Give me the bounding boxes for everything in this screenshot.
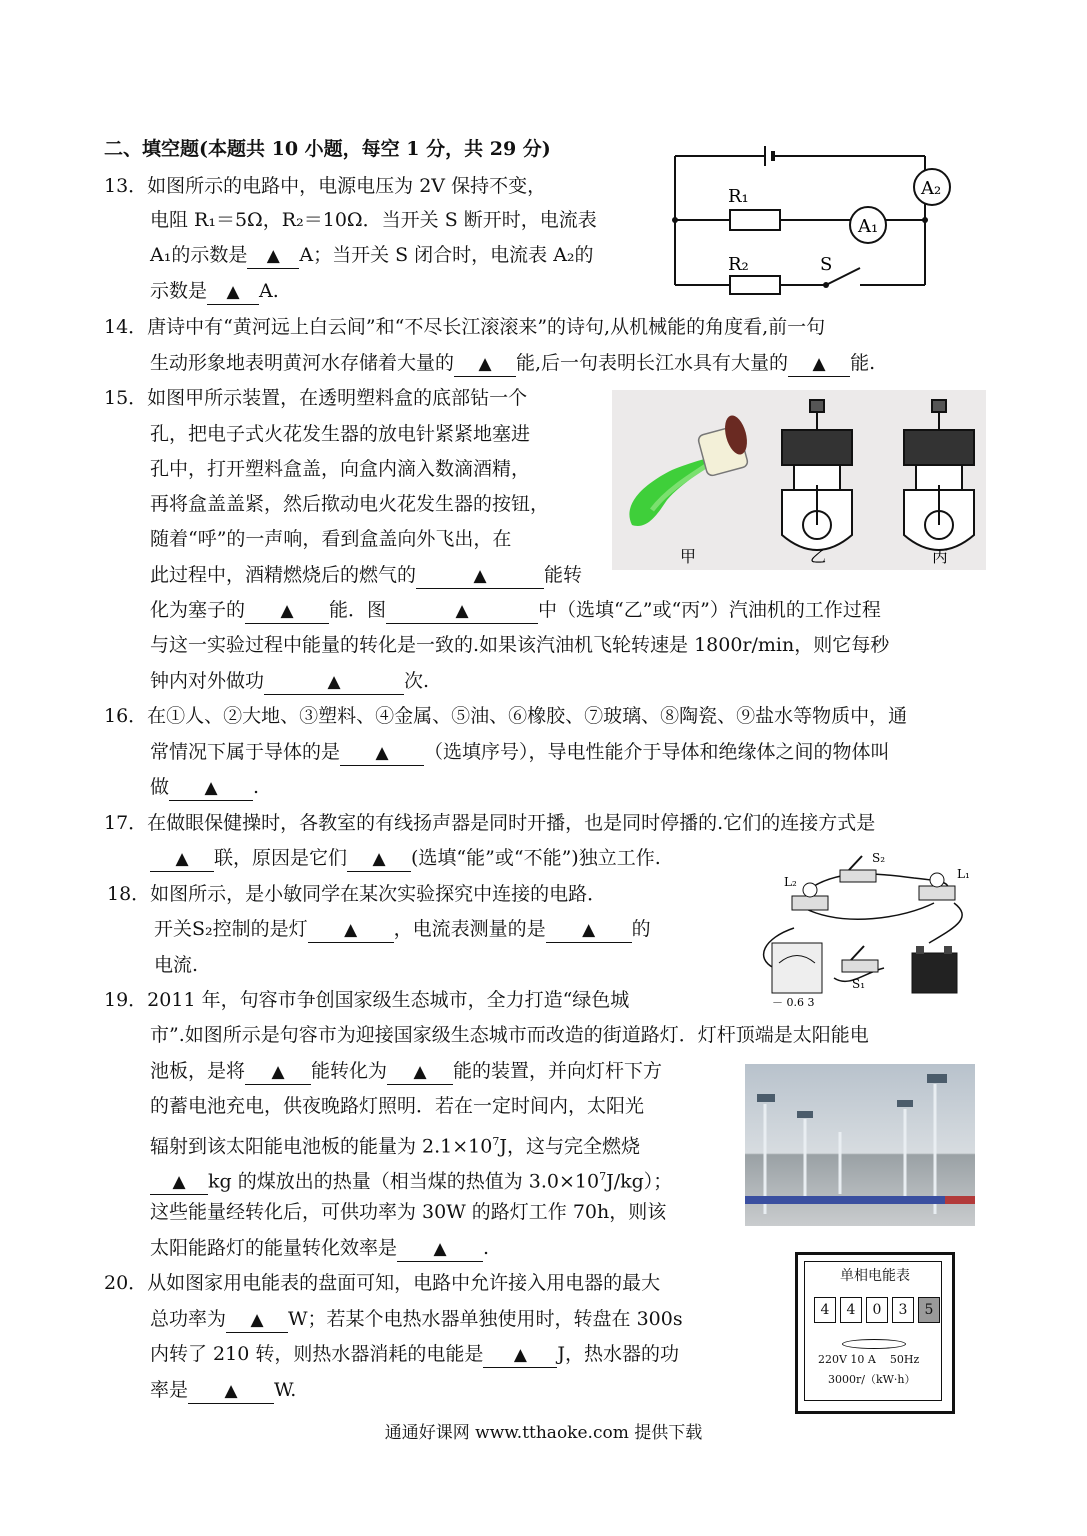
q14-line1: 14．唐诗中有“黄河远上白云间”和“不尽长江滚滚来”的诗句,从机械能的角度看,前一句 <box>104 316 826 338</box>
q19-line6: ▲ kg 的煤放出的热量（相当煤的热值为 $3.0\times 10^7J/kg$）； <box>150 1162 672 1192</box>
street-lamp-photo <box>745 1064 975 1226</box>
q19-line7: 这些能量经转化后，可供功率为 30W 的路灯工作 70h，则该 <box>150 1201 667 1223</box>
q16-line1: 16．在①人、②大地、③塑料、④金属、⑤油、⑥橡胶、⑦玻璃、⑧陶瓷、⑨盐水等物质中，通 <box>104 705 908 727</box>
answer-blank[interactable]: ▲ <box>226 1308 288 1333</box>
answer-blank[interactable]: ▲ <box>247 244 299 269</box>
meter-digit: 4 <box>814 1297 836 1323</box>
q20-line2: 总功率为 ▲ W；若某个电热水器单独使用时，转盘在 300s <box>150 1304 683 1334</box>
q19-line2: 市”.如图所示是句容市为迎接国家级生态城市而改造的街道路灯．灯杆顶端是太阳能电 <box>150 1024 869 1046</box>
answer-blank[interactable]: ▲ <box>788 352 850 377</box>
meter-digit: 0 <box>866 1297 888 1323</box>
q19-line8: 太阳能路灯的能量转化效率是 ▲ . <box>150 1233 489 1263</box>
answer-blank[interactable]: ▲ <box>169 776 253 801</box>
q15-line2: 孔，把电子式火花发生器的放电针紧紧地塞进 <box>150 423 531 445</box>
fig-label-bing: 丙 <box>932 547 949 566</box>
q15-line4: 再将盒盖盖紧，然后揿动电火花发生器的按钮， <box>150 493 550 515</box>
meter-digits <box>814 1297 940 1323</box>
answer-blank[interactable]: ▲ <box>264 670 404 695</box>
answer-blank[interactable]: ▲ <box>245 599 329 624</box>
switch-label: S <box>820 254 833 275</box>
q19-line3: 池板，是将 ▲ 能转化为 ▲ 能的装置，并向灯杆下方 <box>150 1056 662 1086</box>
q19-line1: 19．2011 年，句容市争创国家级生态城市，全力打造“绿色城 <box>104 989 630 1011</box>
energy-meter-figure <box>795 1252 955 1414</box>
bottle-flame-image <box>629 413 750 526</box>
q15-line9: 钟内对外做功 ▲ 次. <box>150 666 429 696</box>
answer-blank[interactable]: ▲ <box>387 1060 453 1085</box>
answer-blank[interactable]: ▲ <box>416 564 544 589</box>
q18-circuit-photo <box>754 848 984 1008</box>
fig-l1-label: L₁ <box>957 867 970 881</box>
answer-blank[interactable]: ▲ <box>150 1170 208 1195</box>
ammeter-a1-label: A₁ <box>858 216 879 237</box>
answer-blank[interactable]: ▲ <box>397 1237 483 1262</box>
q20-line3: 内转了 210 转，则热水器消耗的电能是 ▲ J，热水器的功 <box>150 1339 679 1369</box>
q16-line2: 常情况下属于导体的是 ▲ （选填序号），导电性能介于导体和绝缘体之间的物体叫 <box>150 737 890 767</box>
section-title: 二、填空题(本题共 10 小题，每空 1 分，共 29 分) <box>104 138 551 160</box>
q13-line3: A₁的示数是 ▲ A；当开关 S 闭合时，电流表 A₂的 <box>150 240 594 270</box>
answer-blank[interactable]: ▲ <box>386 599 538 624</box>
answer-blank[interactable]: ▲ <box>308 918 394 943</box>
meter-digit-decimal: 5 <box>918 1297 940 1323</box>
q13-line1: 13．如图所示的电路中，电源电压为 2V 保持不变， <box>104 175 547 197</box>
q15-engine-figure <box>612 390 986 570</box>
answer-blank[interactable]: ▲ <box>483 1343 557 1368</box>
answer-blank[interactable]: ▲ <box>245 1060 311 1085</box>
q18-line3: 电流. <box>154 954 199 976</box>
meter-digit: 4 <box>840 1297 862 1323</box>
q14-line2: 生动形象地表明黄河水存储着大量的 ▲ 能,后一句表明长江水具有大量的 ▲ 能. <box>150 348 875 378</box>
meter-spec-rev: 3000r/（kW·h） <box>828 1373 916 1386</box>
engine-bing-image <box>904 400 974 550</box>
r2-label: R₂ <box>728 254 749 275</box>
answer-blank[interactable]: ▲ <box>150 847 214 872</box>
q13-circuit-diagram <box>660 140 960 300</box>
q19-line5: 辐射到该太阳能电池板的能量为 $2.1\times 10^7J$，这与完全燃烧 <box>150 1135 640 1158</box>
q16-line3: 做 ▲ . <box>150 772 259 802</box>
q15-line3: 孔中，打开塑料盒盖，向盒内滴入数滴酒精， <box>150 458 531 480</box>
answer-blank[interactable]: ▲ <box>207 280 259 305</box>
answer-blank[interactable]: ▲ <box>188 1379 274 1404</box>
meter-digit: 3 <box>892 1297 914 1323</box>
engine-yi-image <box>782 400 852 550</box>
q15-line1: 15．如图甲所示装置，在透明塑料盒的底部钻一个 <box>104 387 528 409</box>
q17-line2: ▲ 联，原因是它们 ▲ (选填“能”或“不能”)独立工作. <box>150 843 661 873</box>
q19-line4: 的蓄电池充电，供夜晚路灯照明．若在一定时间内，太阳光 <box>150 1095 645 1117</box>
q15-line6: 此过程中，酒精燃烧后的燃气的 ▲ 能转 <box>150 560 582 590</box>
fig-l2-label: L₂ <box>784 875 797 889</box>
q20-line1: 20．从如图家用电能表的盘面可知，电路中允许接入用电器的最大 <box>104 1272 661 1294</box>
answer-blank[interactable]: ▲ <box>546 918 632 943</box>
q15-line8: 与这一实验过程中能量的转化是一致的.如果该汽油机飞轮转速是 1800r/min，则它每秒 <box>150 634 890 656</box>
q17-line1: 17．在做眼保健操时，各教室的有线扬声器是同时开播，也是同时停播的.它们的连接方式是 <box>104 812 876 834</box>
fig-s1-label: S₁ <box>852 977 866 991</box>
fig-label-jia: 甲 <box>680 547 697 566</box>
answer-blank[interactable]: ▲ <box>340 741 424 766</box>
answer-blank[interactable]: ▲ <box>347 847 411 872</box>
q15-line5: 随着“呼”的一声响，看到盒盖向外飞出，在 <box>150 528 512 550</box>
q18-line2: 开关S₂控制的是灯 ▲ ，电流表测量的是 ▲ 的 <box>154 914 651 944</box>
q20-line4: 率是 ▲ W. <box>150 1375 296 1405</box>
q15-line7: 化为塞子的 ▲ 能．图 ▲ 中（选填“乙”或“丙”）汽油机的工作过程 <box>150 595 881 625</box>
meter-spec-voltage: 220V 10 A 50Hz <box>818 1353 920 1366</box>
q13-line4: 示数是 ▲ A. <box>150 276 279 306</box>
fig-label-yi: 乙 <box>810 547 827 566</box>
fig-meter-terminals: － 0.6 3 <box>772 996 815 1008</box>
meter-title: 单相电能表 <box>840 1268 910 1284</box>
q18-line1: 18．如图所示，是小敏同学在某次实验探究中连接的电路． <box>107 883 607 905</box>
page-footer: 通通好课网 www.tthaoke.com 提供下载 <box>384 1423 703 1443</box>
r1-label: R₁ <box>728 186 749 207</box>
fig-s2-label: S₂ <box>872 851 886 865</box>
q13-line2: 电阻 R₁＝5Ω，R₂＝10Ω．当开关 S 断开时，电流表 <box>150 209 597 231</box>
meter-rotor-disc <box>842 1339 906 1349</box>
ammeter-a2-label: A₂ <box>921 178 942 199</box>
answer-blank[interactable]: ▲ <box>454 352 516 377</box>
